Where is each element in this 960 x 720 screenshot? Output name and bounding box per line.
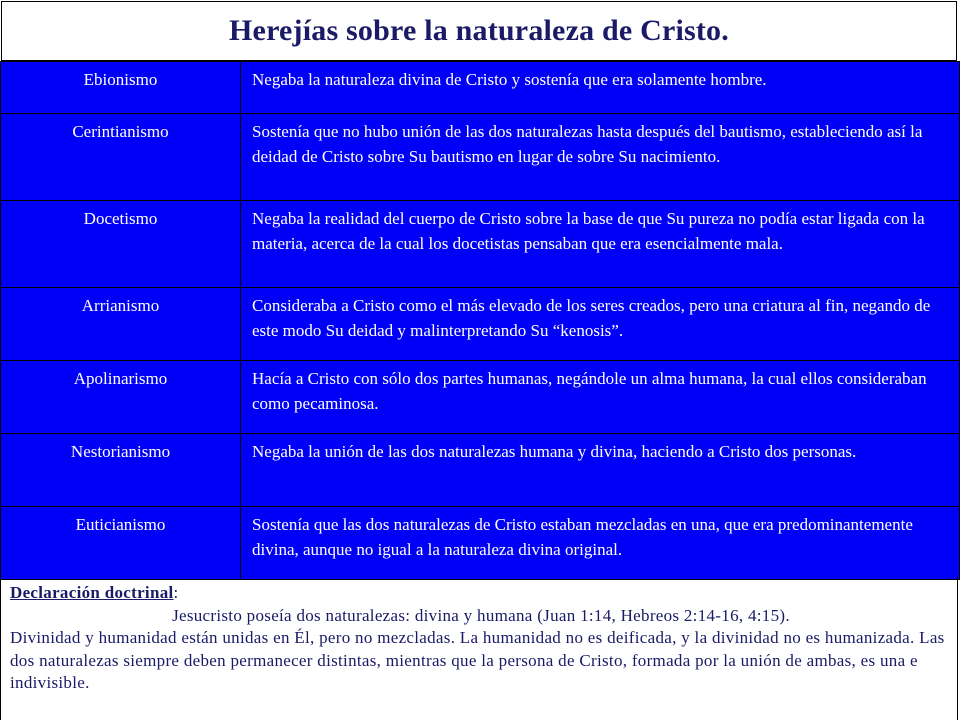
heresy-description: Negaba la naturaleza divina de Cristo y sostenía que era solamente hombre. [241,62,960,114]
doctrinal-declaration [0,577,958,720]
declaration-verse: Jesucristo poseía dos naturalezas: divina y humana (Juan 1:14, Hebreos 2:14-16, 4:15). [172,605,790,625]
table-row [1,201,960,288]
heresy-name: Ebionismo [1,62,241,114]
declaration-label: Declaración doctrinal [10,583,174,602]
heresies-table [0,61,960,580]
heresy-name: Arrianismo [1,288,241,361]
table-row [1,62,960,114]
declaration-heading [10,582,952,605]
heresy-name: Cerintianismo [1,114,241,201]
heresy-name: Nestorianismo [1,434,241,507]
heresy-description: Negaba la unión de las dos naturalezas humana y divina, haciendo a Cristo dos personas. [241,434,960,507]
heresy-description: Sostenía que las dos naturalezas de Cristo estaban mezcladas en una, que era predominantemente divina, aunque no igual a la naturaleza divina original. [241,507,960,580]
table-row [1,361,960,434]
heresy-description: Consideraba a Cristo como el más elevado de los seres creados, pero una criatura al fin, negando de este modo Su deidad y malinterpretando Su “kenosis”. [241,288,960,361]
page-title: Herejías sobre la naturaleza de Cristo. [229,14,729,47]
heresy-description: Hacía a Cristo con sólo dos partes humanas, negándole un alma humana, la cual ellos consideraban como pecaminosa. [241,361,960,434]
table-row [1,288,960,361]
title-box [1,1,957,61]
heresy-description: Sostenía que no hubo unión de las dos naturalezas hasta después del bautismo, estableciendo así la deidad de Cristo sobre Su bautismo en lugar de sobre Su nacimiento. [241,114,960,201]
table-row [1,507,960,580]
heresy-name: Apolinarismo [1,361,241,434]
declaration-colon: : [173,583,179,602]
heresy-description: Negaba la realidad del cuerpo de Cristo sobre la base de que Su pureza no podía estar ligada con la materia, acerca de la cual los docetistas pensaban que era esencialmente mala. [241,201,960,288]
declaration-body: Divinidad y humanidad están unidas en Él, pero no mezcladas. La humanidad no es deificada, y la divinidad no es humanizada. Las dos naturalezas siempre deben permanecer distintas, mientras que la persona de Cristo, formada por la unión de ambas, es una e indivisible. [10,628,945,692]
heresy-name: Euticianismo [1,507,241,580]
table-row [1,114,960,201]
heresy-name: Docetismo [1,201,241,288]
table-row [1,434,960,507]
